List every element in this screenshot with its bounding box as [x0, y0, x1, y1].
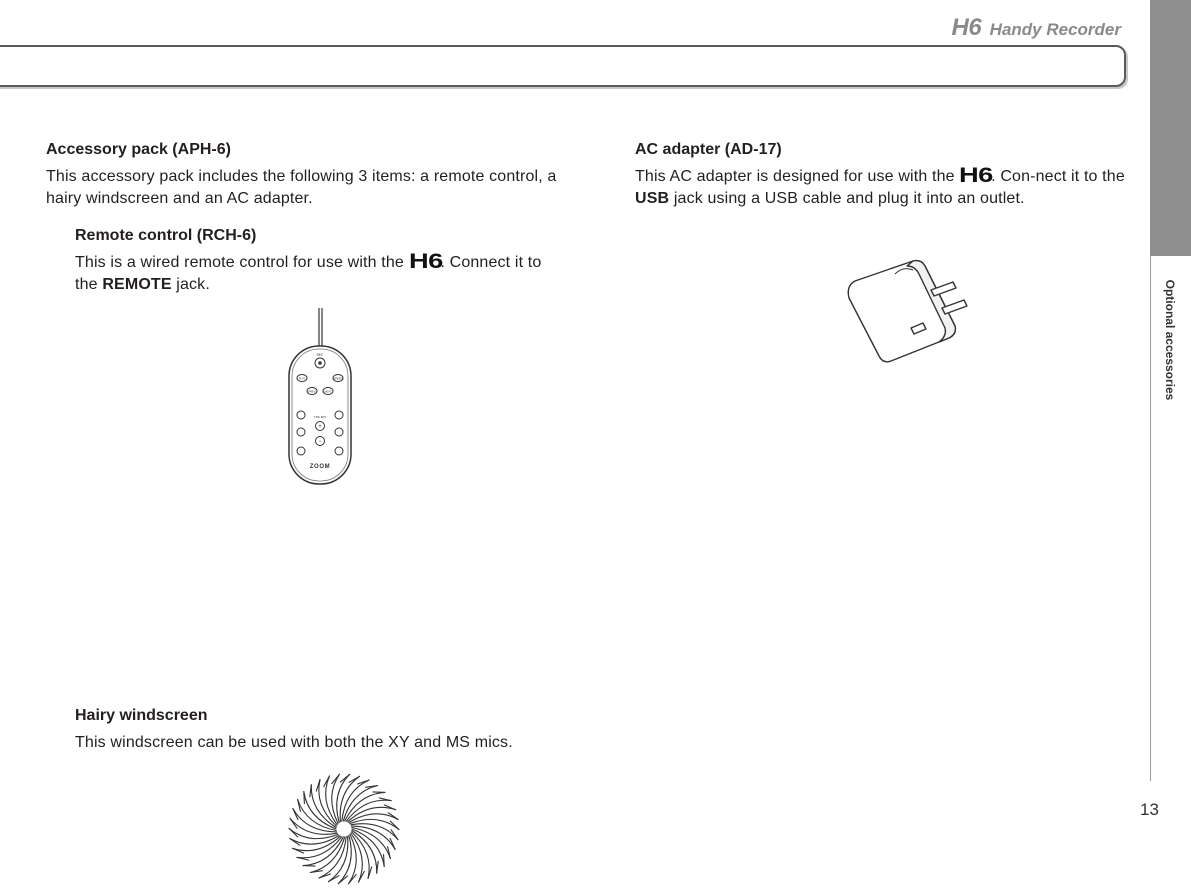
- remote-label-next: NEXT: [324, 390, 332, 394]
- hairy-windscreen-body: This windscreen can be used with both the XY and MS mics.: [75, 734, 513, 751]
- windscreen-strand-tip: [340, 774, 349, 782]
- adapter-body-post: jack using a USB cable and plug it into an outlet.: [669, 190, 1025, 207]
- windscreen-strand: [346, 800, 391, 821]
- left-column: [46, 140, 566, 888]
- windscreen-strand: [297, 837, 342, 858]
- remote-body-mid: . Connect it to the: [75, 254, 542, 293]
- remote-track-button: [335, 411, 343, 419]
- windscreen-strand-tip: [304, 792, 305, 804]
- windscreen-strand-tip: [349, 776, 360, 782]
- side-divider-line: [1150, 256, 1151, 781]
- remote-label-play: PLAY: [298, 377, 306, 381]
- accessory-pack-heading: Accessory pack (APH-6): [46, 141, 231, 158]
- windscreen-strand: [298, 800, 337, 831]
- accessory-pack-body: This accessory pack includes the following 3 items: a remote control, a hairy windscreen and an AC adapter.: [46, 168, 557, 207]
- remote-label-rec: REC: [316, 353, 324, 357]
- remote-body-pre: This is a wired remote control for use with the: [75, 254, 404, 271]
- adapter-body-pre: This AC adapter is designed for use with the: [635, 168, 955, 185]
- remote-track-button: [297, 447, 305, 455]
- right-column: [635, 140, 1135, 371]
- hairy-windscreen-section: [75, 706, 566, 888]
- h6-logo: H6: [408, 250, 443, 273]
- windscreen-fur: [289, 774, 399, 884]
- windscreen-strand-tip: [384, 854, 385, 866]
- ac-adapter-section: [635, 140, 1135, 371]
- page-number: 13: [1140, 800, 1159, 819]
- windscreen-strand-tip: [290, 818, 297, 828]
- remote-label-trkmix: TRK MIX: [313, 415, 327, 419]
- header-bar: [0, 45, 1126, 87]
- windscreen-strand: [352, 828, 391, 859]
- remote-control-body: [75, 252, 566, 296]
- accessory-pack-section: [46, 140, 566, 210]
- windscreen-strand-tip: [289, 828, 298, 837]
- windscreen-strand-tip: [338, 876, 347, 884]
- windscreen-strand: [310, 837, 344, 873]
- side-tab: [1150, 0, 1191, 256]
- remote-label-minus: −: [318, 439, 322, 445]
- remote-control-section: [75, 226, 566, 488]
- adapter-jack-name: USB: [635, 190, 670, 207]
- adapter-prong: [942, 300, 967, 314]
- windscreen-strand: [343, 786, 377, 822]
- remote-track-button: [297, 428, 305, 436]
- windscreen-strand-tip: [391, 830, 398, 840]
- hairy-windscreen-heading: Hairy windscreen: [75, 707, 208, 724]
- h6-logo: H6: [959, 164, 993, 187]
- header-subtitle: Handy Recorder: [989, 20, 1121, 39]
- remote-jack-name: REMOTE: [102, 276, 172, 293]
- remote-label-speed: SPEED: [333, 377, 343, 381]
- remote-label-prev: PREV: [308, 390, 316, 394]
- windscreen-strand-tip: [390, 821, 399, 830]
- header-title: [952, 14, 1121, 42]
- windscreen-strand-tip: [328, 876, 339, 882]
- remote-body-post: jack.: [171, 276, 210, 293]
- windscreen-strand-tip: [377, 861, 379, 873]
- remote-label-plus: +: [318, 424, 322, 430]
- remote-control-heading: Remote control (RCH-6): [75, 227, 257, 244]
- remote-control-illustration: [287, 308, 357, 488]
- hairy-windscreen-illustration: [285, 770, 403, 888]
- ac-adapter-heading: AC adapter (AD-17): [635, 141, 782, 158]
- remote-track-button: [335, 447, 343, 455]
- remote-track-button: [297, 411, 305, 419]
- remote-track-button: [335, 428, 343, 436]
- windscreen-strand-tip: [310, 785, 312, 797]
- windscreen-strand-tip: [373, 792, 385, 793]
- ac-adapter-body: [635, 166, 1135, 210]
- adapter-body-mid: . Con-nect it to the: [991, 168, 1125, 185]
- remote-zoom-logo: ZOOM: [309, 464, 331, 470]
- ac-adapter-illustration: [843, 256, 973, 371]
- header-model: H6: [951, 14, 982, 41]
- windscreen-strand-tip: [303, 866, 315, 867]
- side-tab-label: Optional accessories: [1163, 279, 1177, 401]
